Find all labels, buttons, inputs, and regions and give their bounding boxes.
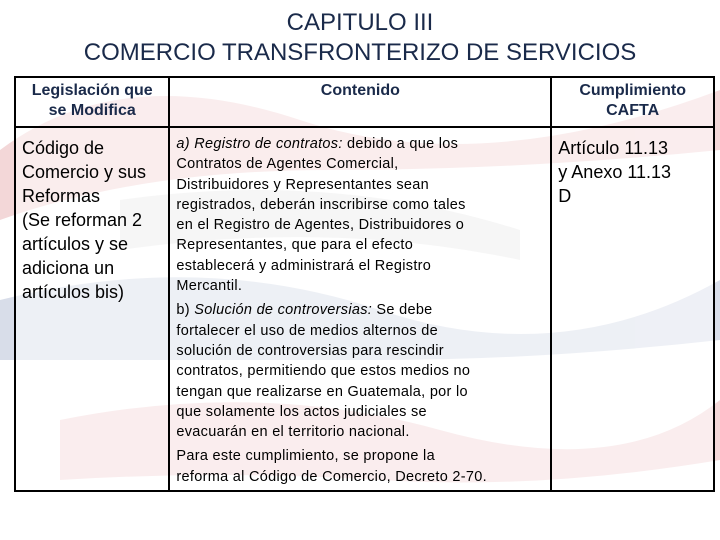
- header-legislacion: [15, 77, 169, 127]
- contenido-line: Mercantil.: [176, 278, 243, 295]
- contenido-line: tengan que realizarse en Guatemala, por lo: [176, 383, 468, 400]
- contenido-line: contratos, permitiendo que estos medios no: [176, 363, 471, 380]
- contenido-b-label: Solución de controversias:: [194, 302, 373, 319]
- contenido-b-prefix: b): [176, 302, 195, 319]
- legislacion-line: Código de: [22, 138, 105, 158]
- header-cumplimiento-line-2: CAFTA: [606, 102, 660, 119]
- title-line-2: COMERCIO TRANSFRONTERIZO DE SERVICIOS: [83, 39, 637, 66]
- cell-legislacion: [15, 127, 169, 491]
- contenido-b-line-1: [176, 300, 544, 320]
- header-cumplimiento-line-1: Cumplimiento: [579, 82, 686, 99]
- contenido-line: en el Registro de Agentes, Distribuidores o: [176, 217, 465, 234]
- header-legislacion-line-2: se Modifica: [48, 102, 136, 119]
- legislacion-line: artículos y se: [22, 234, 129, 254]
- contenido-a-line-1: [176, 134, 544, 154]
- contenido-line: evacuarán en el territorio nacional.: [176, 424, 410, 441]
- cumplimiento-line: y Anexo 11.13: [558, 162, 672, 182]
- contenido-line: Representantes, que para el efecto: [176, 237, 414, 254]
- header-legislacion-line-1: Legislación que: [31, 82, 153, 99]
- contenido-line: establecerá y administrará el Registro: [176, 257, 432, 274]
- contenido-a-label: a) Registro de contratos:: [176, 136, 343, 152]
- cumplimiento-line: D: [558, 186, 572, 206]
- cell-contenido: [169, 127, 551, 491]
- header-contenido: [169, 77, 551, 127]
- contenido-line: reforma al Código de Comercio, Decreto 2-70.: [176, 468, 487, 485]
- legislacion-line: Reformas: [22, 186, 101, 206]
- legislacion-line: artículos bis): [22, 282, 125, 302]
- contenido-line: registrados, deberán inscribirse como tales: [176, 196, 466, 213]
- title-line-1: CAPITULO III: [286, 9, 434, 36]
- page-title: [0, 8, 720, 68]
- contenido-a-text: debido a que los: [342, 136, 459, 152]
- comparison-table: [14, 76, 715, 492]
- cell-cumplimiento: [551, 127, 714, 491]
- contenido-line: Distribuidores y Representantes sean: [176, 176, 429, 193]
- legislacion-line: Comercio y sus: [22, 162, 147, 182]
- header-contenido-label: Contenido: [320, 82, 400, 99]
- legislacion-line: adiciona un: [22, 258, 115, 278]
- legislacion-line: (Se reforman 2: [22, 210, 143, 230]
- contenido-line: solución de controversias para rescindir: [176, 342, 444, 359]
- contenido-line: fortalecer el uso de medios alternos de: [176, 322, 438, 339]
- contenido-line: Contratos de Agentes Comercial,: [176, 156, 399, 173]
- contenido-b-text: Se debe: [372, 302, 433, 319]
- table-header-row: [15, 77, 714, 127]
- contenido-line: que solamente los actos judiciales se: [176, 403, 427, 420]
- cumplimiento-line: Artículo 11.13: [558, 138, 669, 158]
- header-cumplimiento: [551, 77, 714, 127]
- table-row: [15, 127, 714, 491]
- contenido-line: Para este cumplimiento, se propone la: [176, 448, 435, 465]
